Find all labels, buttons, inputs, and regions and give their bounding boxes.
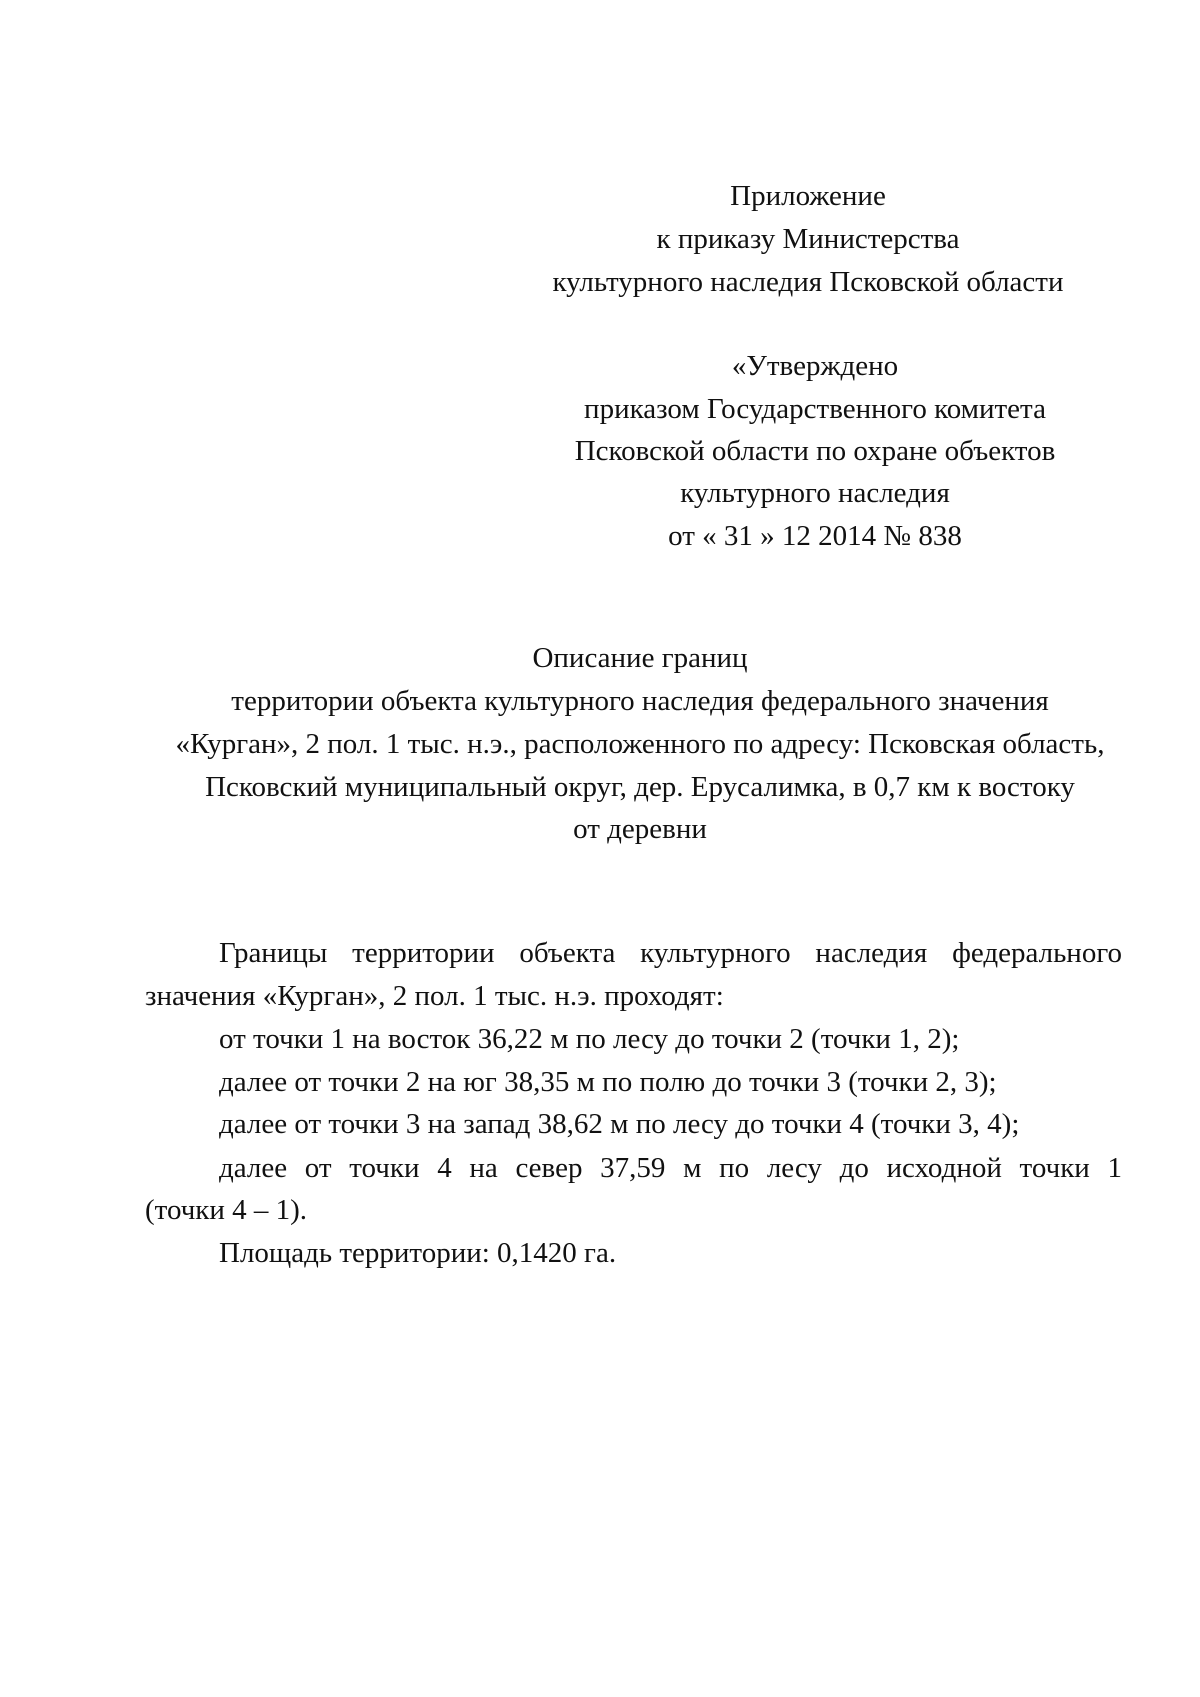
- document-title-line2: территории объекта культурного наследия федерального значения: [231, 685, 1049, 717]
- boundary-segment-3: далее от точки 3 на запад 38,62 м по лесу до точки 4 (точки 3, 4);: [219, 1108, 1020, 1140]
- approved-date-number: от « 31 » 12 2014 № 838: [668, 520, 962, 552]
- territory-area: Площадь территории: 0,1420 га.: [219, 1237, 617, 1269]
- boundary-segment-2: далее от точки 2 на юг 38,35 м по полю до точки 3 (точки 2, 3);: [219, 1066, 997, 1098]
- document-title-line3: «Курган», 2 пол. 1 тыс. н.э., расположенного по адресу: Псковская область,: [175, 728, 1105, 760]
- appendix-ministry-name: культурного наследия Псковской области: [552, 266, 1064, 298]
- appendix-ministry: к приказу Министерства: [656, 223, 960, 255]
- boundary-segment-4-line1: далее от точки 4 на север 37,59 м по лесу до исходной точки 1: [219, 1152, 1122, 1184]
- approved-committee: Псковской области по охране объектов: [574, 435, 1056, 467]
- appendix-title: Приложение: [730, 180, 886, 212]
- document-title: Описание границ: [532, 642, 748, 674]
- boundary-segment-1: от точки 1 на восток 36,22 м по лесу до точки 2 (точки 1, 2);: [219, 1023, 960, 1055]
- body-paragraph-1-line2: значения «Курган», 2 пол. 1 тыс. н.э. проходят:: [145, 980, 724, 1012]
- document-title-line4: Псковский муниципальный округ, дер. Ерусалимка, в 0,7 км к востоку: [205, 771, 1075, 803]
- approved-committee-end: культурного наследия: [680, 477, 950, 509]
- approved-label: «Утверждено: [731, 350, 899, 382]
- body-paragraph-1-line1: Границы территории объекта культурного наследия федерального: [219, 937, 1122, 969]
- boundary-segment-4-line2: (точки 4 – 1).: [145, 1194, 308, 1226]
- document-title-line5: от деревни: [573, 813, 707, 845]
- approved-by: приказом Государственного комитета: [584, 393, 1046, 425]
